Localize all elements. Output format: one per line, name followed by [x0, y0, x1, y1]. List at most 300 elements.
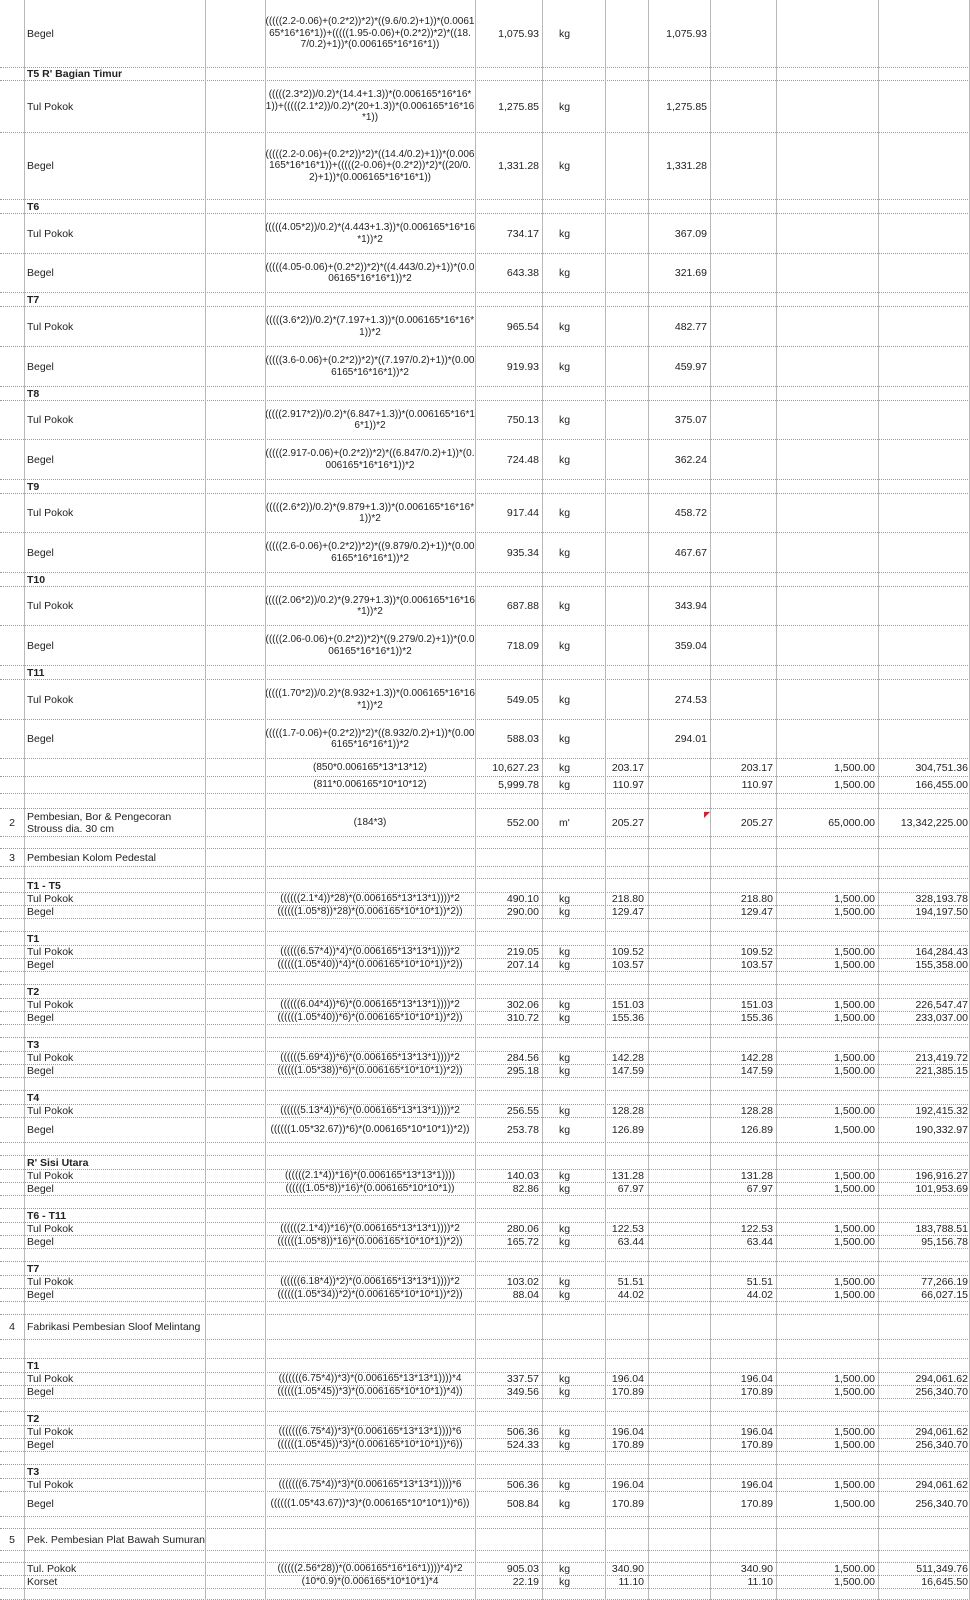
cell-description[interactable]: Begel: [27, 27, 54, 40]
cell-formula[interactable]: (((((4.05*2))/0.2)*(4.443+1.3))*(0.006165*16*16*1))*2: [265, 222, 475, 245]
cell-unit-price[interactable]: 1,500.00: [834, 1373, 875, 1385]
cell-formula[interactable]: (850*0.006165*13*13*12): [313, 761, 427, 773]
cell-unit[interactable]: kg: [559, 1223, 571, 1235]
cell-unit[interactable]: kg: [559, 227, 571, 240]
cell-value-c[interactable]: 170.89: [740, 1439, 773, 1451]
cell-formula[interactable]: (((((2.6-0.06)+(0.2*2))*2)*((9.879/0.2)+1))*(0.006165*16*16*1))*2: [265, 541, 475, 564]
table-row[interactable]: [0, 214, 970, 254]
cell-description[interactable]: Begel: [27, 160, 54, 172]
cell-quantity[interactable]: 718.09: [506, 639, 539, 652]
section-header-row[interactable]: [0, 200, 970, 214]
cell-unit-price[interactable]: 1,500.00: [834, 1012, 875, 1024]
cell-description[interactable]: Fabrikasi Pembesian Sloof Melintang: [27, 1321, 201, 1333]
cell-value-a[interactable]: 122.53: [611, 1223, 644, 1235]
table-row[interactable]: [0, 81, 970, 133]
cell-formula[interactable]: (((((3.6*2))/0.2)*(7.197+1.3))*(0.006165*16*16*1))*2: [265, 315, 475, 338]
table-row[interactable]: [0, 1105, 970, 1118]
cell-unit[interactable]: kg: [559, 160, 571, 172]
cell-description[interactable]: Begel: [27, 267, 54, 279]
cell-quantity[interactable]: 917.44: [506, 507, 539, 519]
cell-value-b[interactable]: 482.77: [674, 320, 707, 333]
cell-description[interactable]: Begel: [27, 1386, 54, 1398]
cell-quantity[interactable]: 724.48: [506, 453, 539, 466]
cell-quantity[interactable]: 506.36: [506, 1426, 539, 1438]
cell-description[interactable]: T4: [27, 1091, 40, 1104]
cell-unit[interactable]: m': [559, 816, 570, 829]
cell-formula[interactable]: ((((((6.18*4))*2)*(0.006165*13*13*1))))*2: [280, 1276, 460, 1288]
cell-quantity[interactable]: 82.86: [512, 1183, 539, 1195]
section-header-row[interactable]: [0, 1091, 970, 1105]
cell-description[interactable]: T5 R' Bagian Timur: [27, 68, 123, 80]
cell-formula[interactable]: ((((((1.05*40))*4)*(0.006165*10*10*1))*2)): [277, 959, 463, 971]
cell-formula[interactable]: ((((((1.05*45))*3)*(0.006165*10*10*1))*6)): [277, 1439, 463, 1451]
cell-description[interactable]: Tul Pokok: [27, 1105, 74, 1117]
table-row[interactable]: [0, 946, 970, 959]
table-row[interactable]: [0, 494, 970, 533]
section-header-row[interactable]: [0, 1262, 970, 1276]
cell-unit[interactable]: kg: [559, 453, 571, 466]
cell-quantity[interactable]: 256.55: [506, 1105, 539, 1117]
cell-unit-price[interactable]: 1,500.00: [834, 1386, 875, 1398]
cell-description[interactable]: T7: [27, 1262, 40, 1275]
cell-unit-price[interactable]: 1,500.00: [834, 761, 875, 774]
cell-formula[interactable]: (((((2.3*2))/0.2)*(14.4+1.3))*(0.006165*16*16*1))+(((((2.1*2))/0.2)*(20+1.3))*(0.006165*16*16*1)): [265, 89, 475, 124]
table-row[interactable]: [0, 533, 970, 573]
cell-unit[interactable]: kg: [559, 600, 571, 612]
cell-quantity[interactable]: 337.57: [506, 1373, 539, 1385]
table-row[interactable]: [0, 1302, 970, 1315]
cell-value-a[interactable]: 129.47: [611, 906, 644, 918]
cell-quantity[interactable]: 549.05: [506, 693, 539, 706]
section-header-row[interactable]: [0, 1359, 970, 1373]
table-row[interactable]: [0, 1551, 970, 1563]
cell-quantity[interactable]: 734.17: [506, 227, 539, 240]
table-row[interactable]: [0, 1170, 970, 1183]
cell-quantity[interactable]: 1,331.28: [498, 160, 539, 172]
table-row[interactable]: [0, 1576, 970, 1589]
cell-value-a[interactable]: 128.28: [611, 1105, 644, 1117]
table-row[interactable]: [0, 680, 970, 720]
cell-value-b[interactable]: 321.69: [674, 267, 707, 279]
cell-quantity[interactable]: 10,627.23: [492, 761, 539, 774]
cell-description[interactable]: T6: [27, 200, 40, 213]
cell-quantity[interactable]: 588.03: [506, 733, 539, 745]
cell-total[interactable]: 16,645.50: [921, 1576, 968, 1588]
cell-total[interactable]: 256,340.70: [915, 1386, 968, 1398]
cell-unit[interactable]: kg: [559, 1052, 571, 1064]
cell-description[interactable]: Begel: [27, 1124, 54, 1136]
cell-unit[interactable]: kg: [559, 999, 571, 1011]
cell-total[interactable]: 511,349.76: [916, 1563, 968, 1575]
cell-number[interactable]: 2: [9, 816, 15, 829]
cell-formula[interactable]: ((((((2.1*4))*16)*(0.006165*13*13*1))))*2: [280, 1223, 460, 1235]
cell-quantity[interactable]: 310.72: [506, 1012, 539, 1024]
cell-formula[interactable]: ((((((6.57*4))*4)*(0.006165*13*13*1))))*2: [280, 946, 460, 958]
cell-quantity[interactable]: 506.36: [506, 1479, 539, 1491]
section-header-row[interactable]: [0, 985, 970, 999]
cell-value-a[interactable]: 63.44: [617, 1236, 644, 1248]
table-row[interactable]: [0, 1517, 970, 1529]
cell-value-c[interactable]: 155.36: [740, 1012, 773, 1024]
cell-value-a[interactable]: 170.89: [611, 1439, 644, 1451]
cell-quantity[interactable]: 349.56: [506, 1386, 539, 1398]
cell-formula[interactable]: ((((((5.13*4))*6)*(0.006165*13*13*1))))*2: [280, 1105, 460, 1117]
cell-unit[interactable]: kg: [559, 1236, 571, 1248]
table-row[interactable]: [0, 720, 970, 759]
cell-total[interactable]: 196,916.27: [915, 1170, 968, 1182]
cell-unit[interactable]: kg: [559, 267, 571, 279]
cell-unit[interactable]: kg: [559, 320, 571, 333]
cell-quantity[interactable]: 5,999.78: [498, 779, 539, 791]
cell-quantity[interactable]: 165.72: [506, 1236, 539, 1248]
table-row[interactable]: [0, 0, 970, 68]
cell-quantity[interactable]: 290.00: [506, 906, 539, 918]
cell-description[interactable]: Begel: [27, 959, 54, 971]
cell-value-a[interactable]: 142.28: [611, 1052, 644, 1064]
cell-description[interactable]: Tul Pokok: [27, 414, 74, 426]
table-row[interactable]: [0, 1236, 970, 1249]
table-row[interactable]: [0, 1315, 970, 1340]
cell-quantity[interactable]: 643.38: [506, 267, 539, 279]
cell-value-c[interactable]: 218.80: [740, 893, 773, 905]
cell-description[interactable]: Tul Pokok: [27, 1479, 74, 1491]
cell-unit-price[interactable]: 1,500.00: [834, 1052, 875, 1064]
cell-unit-price[interactable]: 1,500.00: [834, 946, 875, 958]
cell-description[interactable]: Tul Pokok: [27, 507, 74, 519]
cell-unit[interactable]: kg: [559, 100, 571, 113]
cell-quantity[interactable]: 524.33: [506, 1439, 539, 1451]
cell-value-a[interactable]: 155.36: [611, 1012, 644, 1024]
cell-total[interactable]: 95,156.78: [921, 1236, 968, 1248]
cell-unit[interactable]: kg: [559, 946, 571, 958]
cell-unit-price[interactable]: 1,500.00: [834, 1498, 875, 1510]
cell-formula[interactable]: ((((((6.04*4))*6)*(0.006165*13*13*1))))*2: [280, 999, 460, 1011]
table-row[interactable]: [0, 959, 970, 972]
cell-description[interactable]: Tul Pokok: [27, 227, 74, 240]
cell-quantity[interactable]: 219.05: [506, 946, 539, 958]
table-row[interactable]: [0, 401, 970, 440]
cell-formula[interactable]: ((((((1.05*8))*16)*(0.006165*10*10*1)): [285, 1183, 455, 1195]
cell-value-a[interactable]: 196.04: [611, 1373, 644, 1385]
cell-value-b[interactable]: 375.07: [674, 414, 707, 426]
cell-quantity[interactable]: 965.54: [506, 320, 539, 333]
table-row[interactable]: [0, 794, 970, 809]
cell-unit-price[interactable]: 1,500.00: [834, 1276, 875, 1288]
table-row[interactable]: [0, 1563, 970, 1576]
section-header-row[interactable]: [0, 1412, 970, 1426]
cell-description[interactable]: Begel: [27, 639, 54, 652]
cell-unit[interactable]: kg: [559, 1439, 571, 1451]
cell-description[interactable]: T9: [27, 480, 40, 493]
cell-formula[interactable]: (((((1.7-0.06)+(0.2*2))*2)*((8.932/0.2)+1))*(0.006165*16*16*1))*2: [265, 727, 475, 750]
cell-comment-marker[interactable]: ◤: [704, 810, 711, 819]
cell-value-c[interactable]: 170.89: [740, 1498, 773, 1510]
cell-value-b[interactable]: 362.24: [674, 453, 707, 466]
table-row[interactable]: [0, 1065, 970, 1078]
cell-unit[interactable]: kg: [559, 1479, 571, 1491]
cell-value-a[interactable]: 109.52: [611, 946, 644, 958]
cell-value-c[interactable]: 67.97: [746, 1183, 773, 1195]
cell-value-c[interactable]: 142.28: [740, 1052, 773, 1064]
cell-formula[interactable]: (10*0.9)*(0.006165*10*10*1)*4: [301, 1576, 439, 1588]
cell-value-b[interactable]: 467.67: [674, 546, 707, 559]
cell-unit-price[interactable]: 1,500.00: [834, 1236, 875, 1248]
cell-value-a[interactable]: 170.89: [611, 1498, 644, 1510]
cell-description[interactable]: T10: [27, 573, 46, 586]
table-row[interactable]: [0, 906, 970, 919]
table-row[interactable]: [0, 1529, 970, 1551]
cell-description[interactable]: Tul Pokok: [27, 1276, 74, 1288]
cell-formula[interactable]: (((((2.917-0.06)+(0.2*2))*2)*((6.847/0.2)+1))*(0.006165*16*16*1))*2: [265, 448, 475, 471]
table-row[interactable]: [0, 1012, 970, 1025]
cell-value-b[interactable]: 294.01: [674, 733, 707, 745]
cell-unit-price[interactable]: 1,500.00: [834, 1576, 875, 1588]
cell-value-a[interactable]: 147.59: [611, 1065, 644, 1077]
cell-unit-price[interactable]: 1,500.00: [834, 1105, 875, 1117]
cell-description[interactable]: Begel: [27, 1498, 54, 1510]
table-row[interactable]: [0, 867, 970, 879]
cell-quantity[interactable]: 919.93: [506, 360, 539, 373]
table-row[interactable]: [0, 849, 970, 867]
cell-formula[interactable]: (((((2.06-0.06)+(0.2*2))*2)*((9.279/0.2)+1))*(0.006165*16*16*1))*2: [265, 634, 475, 657]
cell-formula[interactable]: (((((2.06*2))/0.2)*(9.279+1.3))*(0.006165*16*16*1))*2: [265, 594, 475, 617]
cell-formula[interactable]: ((((((1.05*45))*3)*(0.006165*10*10*1))*4)): [277, 1386, 463, 1398]
cell-value-a[interactable]: 218.80: [611, 893, 644, 905]
cell-value-a[interactable]: 103.57: [611, 959, 644, 971]
cell-formula[interactable]: (((((3.6-0.06)+(0.2*2))*2)*((7.197/0.2)+1))*(0.006165*16*16*1))*2: [265, 355, 475, 378]
cell-description[interactable]: Tul Pokok: [27, 320, 74, 333]
cell-value-c[interactable]: 196.04: [740, 1479, 773, 1491]
table-row[interactable]: [0, 1276, 970, 1289]
cell-unit[interactable]: kg: [559, 1563, 571, 1575]
cell-quantity[interactable]: 280.06: [506, 1223, 539, 1235]
cell-quantity[interactable]: 552.00: [506, 816, 539, 829]
cell-description[interactable]: Tul Pokok: [27, 693, 74, 706]
cell-value-a[interactable]: 151.03: [611, 999, 644, 1011]
cell-value-c[interactable]: 63.44: [746, 1236, 773, 1248]
cell-value-c[interactable]: 110.97: [741, 779, 773, 791]
cell-quantity[interactable]: 295.18: [506, 1065, 539, 1077]
cell-total[interactable]: 294,061.62: [915, 1479, 968, 1491]
cell-description[interactable]: T2: [27, 1412, 40, 1425]
cell-value-a[interactable]: 205.27: [611, 816, 644, 829]
cell-value-a[interactable]: 11.10: [618, 1576, 644, 1588]
cell-formula[interactable]: (((((2.2-0.06)+(0.2*2))*2)*((14.4/0.2)+1))*(0.006165*16*16*1))+(((((2-0.06)+(0.2*2))*2)*((20/0.2)+1))*(0.006165*16*16*1)): [265, 148, 475, 183]
cell-description[interactable]: T3: [27, 1465, 40, 1478]
section-header-row[interactable]: [0, 573, 970, 587]
cell-formula[interactable]: ((((((2.1*4))*28)*(0.006165*13*13*1))))*2: [280, 893, 460, 905]
table-row[interactable]: [0, 1289, 970, 1302]
cell-description[interactable]: Tul Pokok: [27, 600, 74, 612]
table-row[interactable]: [0, 1386, 970, 1399]
cell-value-b[interactable]: 458.72: [674, 507, 707, 519]
cell-unit-price[interactable]: 1,500.00: [834, 1223, 875, 1235]
cell-description[interactable]: Tul. Pokok: [27, 1563, 77, 1575]
cell-unit[interactable]: kg: [559, 360, 571, 373]
cell-description[interactable]: Tul Pokok: [27, 1373, 74, 1385]
table-row[interactable]: [0, 1373, 970, 1386]
table-row[interactable]: [0, 347, 970, 387]
cell-description[interactable]: Begel: [27, 733, 54, 745]
cell-formula[interactable]: (811*0.006165*10*10*12): [313, 779, 427, 791]
section-header-row[interactable]: [0, 1156, 970, 1170]
cell-description[interactable]: Tul Pokok: [27, 1170, 74, 1182]
table-row[interactable]: [0, 759, 970, 777]
cell-unit[interactable]: kg: [559, 906, 571, 918]
cell-unit[interactable]: kg: [559, 1386, 571, 1398]
cell-unit[interactable]: kg: [559, 1276, 571, 1288]
cell-unit[interactable]: kg: [559, 1065, 571, 1077]
table-row[interactable]: [0, 1249, 970, 1262]
cell-unit[interactable]: kg: [559, 1426, 571, 1438]
cell-quantity[interactable]: 302.06: [506, 999, 539, 1011]
table-row[interactable]: [0, 893, 970, 906]
cell-formula[interactable]: ((((((2.56*28))*(0.006165*16*16*1))))*4)*2: [277, 1563, 463, 1575]
cell-quantity[interactable]: 905.03: [506, 1563, 539, 1575]
cell-value-c[interactable]: 203.17: [740, 761, 773, 774]
cell-quantity[interactable]: 935.34: [506, 546, 539, 559]
cell-unit-price[interactable]: 1,500.00: [834, 1183, 875, 1195]
cell-formula[interactable]: ((((((1.05*40))*6)*(0.006165*10*10*1))*2)): [277, 1012, 463, 1024]
cell-quantity[interactable]: 207.14: [506, 959, 539, 971]
cell-quantity[interactable]: 1,275.85: [498, 100, 539, 113]
cell-description[interactable]: Begel: [27, 1183, 54, 1195]
cell-description[interactable]: Begel: [27, 546, 54, 559]
cell-unit-price[interactable]: 1,500.00: [834, 999, 875, 1011]
cell-value-c[interactable]: 122.53: [740, 1223, 773, 1235]
table-row[interactable]: [0, 440, 970, 480]
cell-description[interactable]: Tul Pokok: [27, 946, 74, 958]
cell-value-c[interactable]: 170.89: [740, 1386, 773, 1398]
cell-unit-price[interactable]: 1,500.00: [834, 906, 875, 918]
cell-total[interactable]: 183,788.51: [915, 1223, 968, 1235]
cell-value-b[interactable]: 459.97: [674, 360, 707, 373]
cell-description[interactable]: T3: [27, 1038, 40, 1051]
cell-value-c[interactable]: 340.90: [740, 1563, 773, 1575]
cell-value-c[interactable]: 196.04: [740, 1426, 773, 1438]
table-row[interactable]: [0, 837, 970, 849]
cell-quantity[interactable]: 490.10: [506, 893, 539, 905]
cell-total[interactable]: 77,266.19: [921, 1276, 968, 1288]
cell-description[interactable]: Tul Pokok: [27, 1052, 74, 1064]
cell-unit[interactable]: kg: [559, 1170, 571, 1182]
table-row[interactable]: [0, 777, 970, 794]
cell-total[interactable]: 192,415.32: [915, 1105, 968, 1117]
cell-description[interactable]: Begel: [27, 906, 54, 918]
cell-quantity[interactable]: 508.84: [506, 1498, 539, 1510]
cell-description[interactable]: Korset: [27, 1576, 58, 1588]
cell-description[interactable]: Tul Pokok: [27, 100, 74, 113]
cell-total[interactable]: 233,037.00: [915, 1012, 968, 1024]
cell-value-a[interactable]: 44.02: [617, 1289, 644, 1301]
cell-unit[interactable]: kg: [559, 1289, 571, 1301]
section-header-row[interactable]: [0, 293, 970, 307]
cell-value-b[interactable]: 343.94: [674, 600, 707, 612]
cell-description[interactable]: R' Sisi Utara: [27, 1156, 89, 1169]
cell-unit[interactable]: kg: [559, 1498, 571, 1510]
cell-unit[interactable]: kg: [559, 1124, 571, 1136]
cell-formula[interactable]: ((((((1.05*43.67))*3)*(0.006165*10*10*1))*6)): [270, 1498, 470, 1510]
cell-unit[interactable]: kg: [559, 1105, 571, 1117]
table-row[interactable]: [0, 1589, 970, 1600]
section-header-row[interactable]: [0, 932, 970, 946]
cell-total[interactable]: 190,332.97: [915, 1124, 968, 1136]
table-row[interactable]: [0, 999, 970, 1012]
cell-formula[interactable]: ((((((1.05*32.67))*6)*(0.006165*10*10*1))*2)): [270, 1124, 470, 1136]
cell-value-c[interactable]: 126.89: [740, 1124, 773, 1136]
cell-value-a[interactable]: 110.97: [612, 779, 644, 791]
table-row[interactable]: [0, 1183, 970, 1196]
cell-description[interactable]: T2: [27, 985, 40, 998]
cell-unit-price[interactable]: 1,500.00: [834, 1289, 875, 1301]
table-row[interactable]: [0, 1118, 970, 1143]
cell-quantity[interactable]: 253.78: [506, 1124, 539, 1136]
section-header-row[interactable]: [0, 666, 970, 680]
table-row[interactable]: [0, 254, 970, 293]
cell-number[interactable]: 4: [9, 1321, 15, 1333]
cell-value-b[interactable]: 274.53: [674, 693, 707, 706]
cell-description[interactable]: Begel: [27, 1065, 54, 1077]
cell-unit-price[interactable]: 1,500.00: [834, 959, 875, 971]
cell-total[interactable]: 304,751.36: [915, 761, 968, 774]
cell-total[interactable]: 256,340.70: [915, 1498, 968, 1510]
cell-unit[interactable]: kg: [559, 414, 571, 426]
cell-description[interactable]: T1: [27, 1359, 40, 1372]
table-row[interactable]: [0, 1052, 970, 1065]
cell-number[interactable]: 3: [9, 851, 15, 864]
table-row[interactable]: [0, 1025, 970, 1038]
cell-total[interactable]: 294,061.62: [915, 1373, 968, 1385]
cell-value-a[interactable]: 51.51: [617, 1276, 644, 1288]
cell-unit-price[interactable]: 1,500.00: [834, 1124, 875, 1136]
cell-value-a[interactable]: 170.89: [611, 1386, 644, 1398]
cell-total[interactable]: 155,358.00: [915, 959, 968, 971]
table-row[interactable]: [0, 1492, 970, 1517]
table-row[interactable]: [0, 1143, 970, 1156]
cell-description[interactable]: T8: [27, 387, 40, 400]
cell-unit-price[interactable]: 1,500.00: [834, 1479, 875, 1491]
cell-quantity[interactable]: 687.88: [506, 600, 539, 612]
table-row[interactable]: [0, 809, 970, 837]
cell-quantity[interactable]: 1,075.93: [498, 27, 539, 40]
cell-unit[interactable]: kg: [559, 893, 571, 905]
cell-unit-price[interactable]: 1,500.00: [834, 1563, 875, 1575]
cell-value-a[interactable]: 196.04: [611, 1426, 644, 1438]
cell-description[interactable]: Begel: [27, 360, 54, 373]
cell-formula[interactable]: ((((((1.05*34))*2)*(0.006165*10*10*1))*2)): [277, 1289, 463, 1301]
cell-value-a[interactable]: 340.90: [611, 1563, 644, 1575]
table-row[interactable]: [0, 972, 970, 985]
cell-total[interactable]: 66,027.15: [921, 1289, 968, 1301]
cell-unit-price[interactable]: 1,500.00: [834, 1065, 875, 1077]
cell-description[interactable]: Pek. Pembesian Plat Bawah Sumuran: [27, 1533, 206, 1546]
cell-unit-price[interactable]: 1,500.00: [834, 1426, 875, 1438]
cell-formula[interactable]: (((((((6.75*4))*3)*(0.006165*13*13*1))))*6: [278, 1426, 462, 1438]
cell-quantity[interactable]: 284.56: [506, 1052, 539, 1064]
table-row[interactable]: [0, 1439, 970, 1452]
cell-unit[interactable]: kg: [559, 507, 571, 519]
cell-quantity[interactable]: 103.02: [506, 1276, 539, 1288]
section-header-row[interactable]: [0, 1038, 970, 1052]
cell-total[interactable]: 164,284.43: [915, 946, 968, 958]
cell-total[interactable]: 294,061.62: [915, 1426, 968, 1438]
cell-unit[interactable]: kg: [559, 1576, 571, 1588]
cell-description[interactable]: T1: [27, 932, 40, 945]
cell-value-c[interactable]: 131.28: [740, 1170, 773, 1182]
cell-value-a[interactable]: 131.28: [611, 1170, 644, 1182]
cell-description[interactable]: Begel: [27, 1289, 54, 1301]
cell-formula[interactable]: (((((2.2-0.06)+(0.2*2))*2)*((9.6/0.2)+1))*(0.006165*16*16*1))+(((((1.95-0.06)+(0.2*2))*2)*((18.7/0.2)+1))*(0.006165*16*16*1)): [265, 16, 475, 51]
